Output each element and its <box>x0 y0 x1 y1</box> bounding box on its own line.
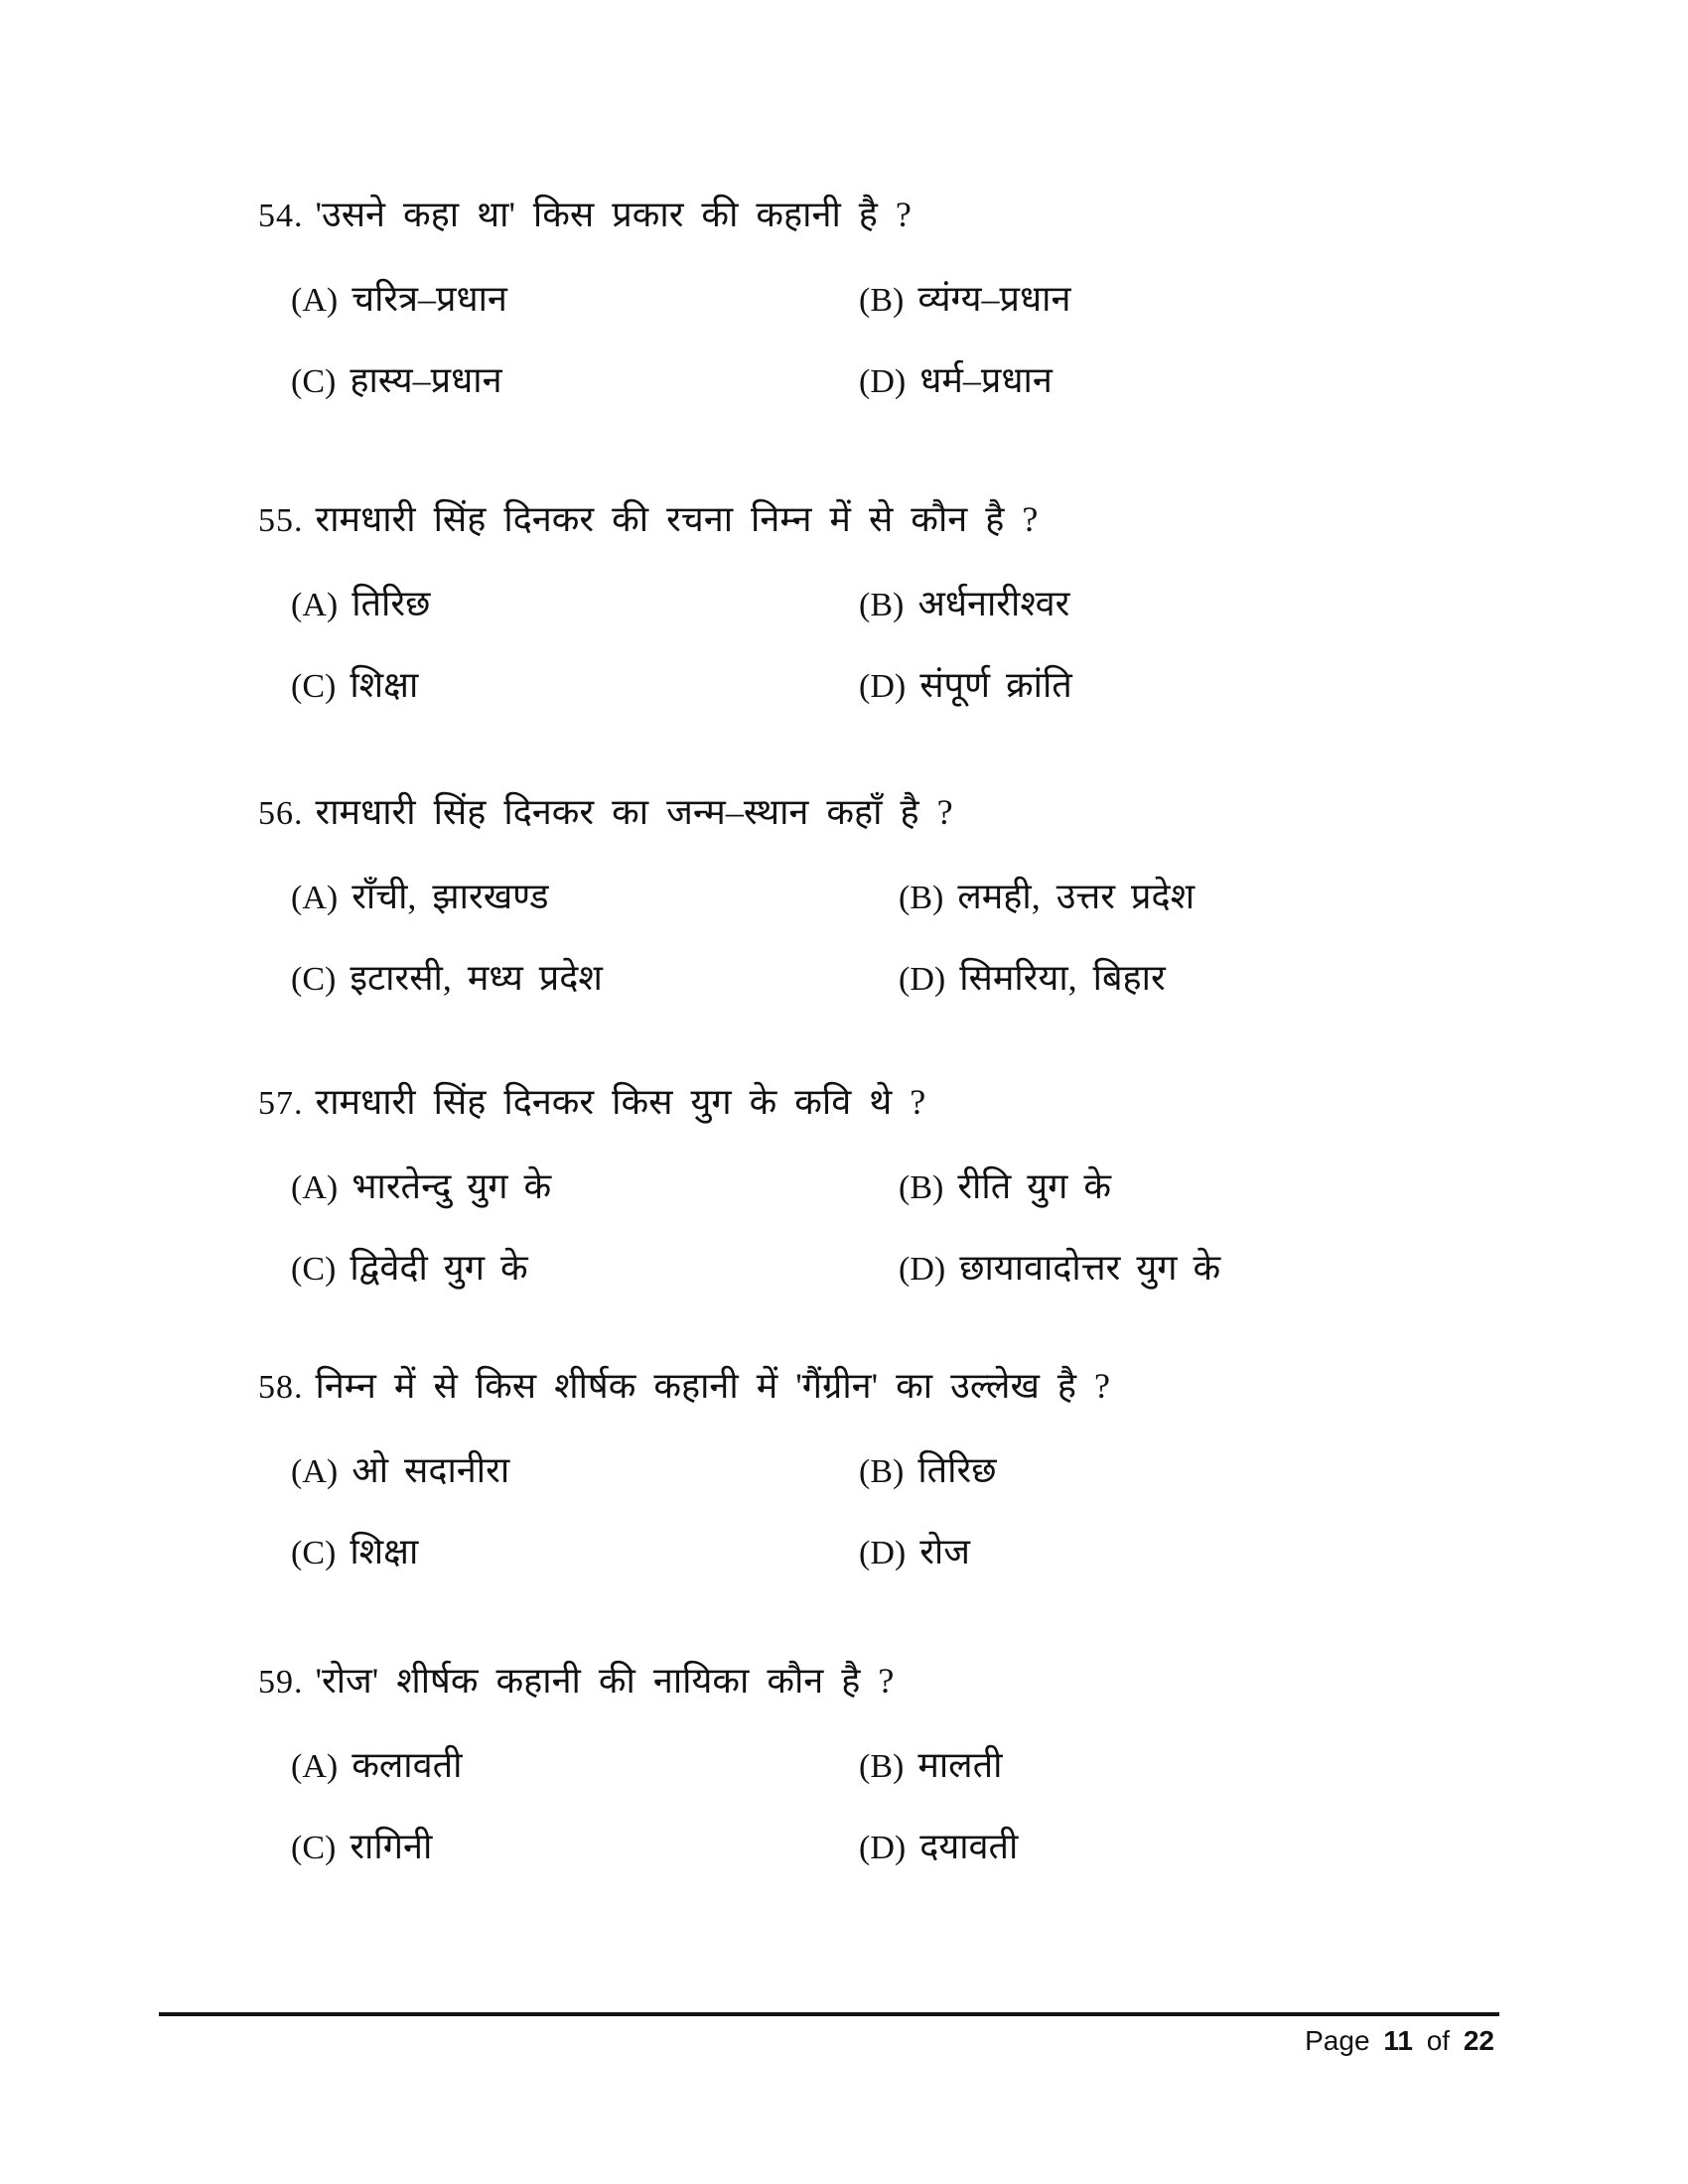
footer-total-pages: 22 <box>1463 2025 1494 2056</box>
option-text: हास्य–प्रधान <box>350 360 502 400</box>
question-54 <box>258 189 1549 417</box>
question-number: 56. <box>258 795 304 832</box>
option-a <box>291 871 549 919</box>
option-a <box>291 1444 509 1493</box>
question-line <box>258 189 912 237</box>
option-d <box>859 1821 1018 1869</box>
question-line <box>258 493 1038 542</box>
question-58 <box>258 1360 1549 1588</box>
question-line <box>258 1076 925 1125</box>
option-label: (B) <box>859 587 905 623</box>
option-text: शिक्षा <box>350 1532 419 1571</box>
option-label: (D) <box>859 363 907 400</box>
option-a <box>291 1739 462 1788</box>
footer-current-page: 11 <box>1383 2025 1413 2056</box>
option-text: तिरिछ <box>917 1450 997 1490</box>
option-b <box>899 871 1195 919</box>
option-label: (A) <box>291 880 339 916</box>
question-line <box>258 1655 894 1704</box>
footer-divider <box>159 2012 1499 2016</box>
page-number-footer <box>1305 2025 1494 2057</box>
option-d <box>859 659 1072 708</box>
option-text: तिरिछ <box>352 584 431 623</box>
option-text: रागिनी <box>350 1827 433 1866</box>
option-a <box>291 273 507 322</box>
option-text: लमही, उत्तर प्रदेश <box>957 877 1196 916</box>
option-c <box>291 1821 432 1869</box>
option-label: (A) <box>291 1169 339 1206</box>
option-text: ओ सदानीरा <box>352 1450 510 1490</box>
option-c <box>291 952 603 1001</box>
option-label: (A) <box>291 282 339 319</box>
option-text: भारतेन्दु युग के <box>352 1166 552 1206</box>
option-text: द्विवेदी युग के <box>350 1248 528 1288</box>
option-label: (D) <box>859 1535 907 1571</box>
option-label: (B) <box>859 282 905 319</box>
option-text: इटारसी, मध्य प्रदेश <box>350 958 603 998</box>
question-56 <box>258 786 1549 1015</box>
option-a <box>291 1160 551 1209</box>
question-number: 59. <box>258 1664 304 1701</box>
option-label: (B) <box>859 1453 905 1490</box>
option-b <box>899 1160 1111 1209</box>
question-number: 54. <box>258 198 304 234</box>
option-d <box>899 1242 1220 1291</box>
option-c <box>291 354 502 403</box>
option-c <box>291 1526 418 1574</box>
question-text: रामधारी सिंह दिनकर किस युग के कवि थे ? <box>315 1082 926 1122</box>
question-text: 'उसने कहा था' किस प्रकार की कहानी है ? <box>315 195 912 234</box>
option-b <box>859 273 1070 322</box>
option-text: कलावती <box>352 1745 463 1785</box>
option-b <box>859 1739 1002 1788</box>
option-b <box>859 1444 996 1493</box>
option-text: छायावादोत्तर युग के <box>959 1248 1221 1288</box>
option-label: (B) <box>899 880 944 916</box>
option-label: (C) <box>291 668 337 705</box>
option-label: (C) <box>291 363 337 400</box>
option-c <box>291 659 418 708</box>
option-text: राँची, झारखण्ड <box>352 877 549 916</box>
question-number: 57. <box>258 1085 304 1122</box>
option-d <box>859 1526 970 1574</box>
option-label: (D) <box>859 1830 907 1866</box>
question-text: रामधारी सिंह दिनकर का जन्म–स्थान कहाँ है ? <box>315 792 953 832</box>
option-text: व्यंग्य–प्रधान <box>917 279 1071 319</box>
option-label: (C) <box>291 1830 337 1866</box>
option-label: (A) <box>291 1453 339 1490</box>
footer-of-label: of <box>1426 2025 1451 2056</box>
option-text: अर्धनारीश्वर <box>917 584 1070 623</box>
option-label: (D) <box>859 668 907 705</box>
option-label: (C) <box>291 1535 337 1571</box>
option-label: (C) <box>291 1251 337 1288</box>
option-d <box>899 952 1166 1001</box>
option-text: रीति युग के <box>957 1166 1112 1206</box>
option-text: चरित्र–प्रधान <box>352 279 507 319</box>
option-text: संपूर्ण क्रांति <box>919 665 1072 705</box>
question-line <box>258 786 953 835</box>
question-text: निम्न में से किस शीर्षक कहानी में 'गैंग्रीन' का उल्लेख है ? <box>315 1366 1111 1406</box>
option-label: (B) <box>859 1748 905 1785</box>
option-label: (D) <box>899 961 946 998</box>
option-text: शिक्षा <box>350 665 419 705</box>
option-label: (D) <box>899 1251 946 1288</box>
question-line <box>258 1360 1110 1409</box>
option-text: मालती <box>917 1745 1003 1785</box>
option-label: (C) <box>291 961 337 998</box>
question-text: 'रोज' शीर्षक कहानी की नायिका कौन है ? <box>315 1661 895 1701</box>
option-label: (A) <box>291 1748 339 1785</box>
option-text: रोज <box>919 1532 970 1571</box>
question-number: 55. <box>258 502 304 539</box>
option-d <box>859 354 1053 403</box>
footer-page-label: Page <box>1305 2025 1370 2056</box>
option-label: (A) <box>291 587 339 623</box>
question-text: रामधारी सिंह दिनकर की रचना निम्न में से कौन है ? <box>315 499 1039 539</box>
option-text: दयावती <box>919 1827 1019 1866</box>
question-57 <box>258 1076 1549 1304</box>
option-a <box>291 578 430 626</box>
option-text: सिमरिया, बिहार <box>959 958 1166 998</box>
option-c <box>291 1242 528 1291</box>
option-b <box>859 578 1069 626</box>
option-label: (B) <box>899 1169 944 1206</box>
question-number: 58. <box>258 1369 304 1406</box>
question-59 <box>258 1655 1549 1883</box>
option-text: धर्म–प्रधान <box>919 360 1053 400</box>
question-55 <box>258 493 1549 722</box>
